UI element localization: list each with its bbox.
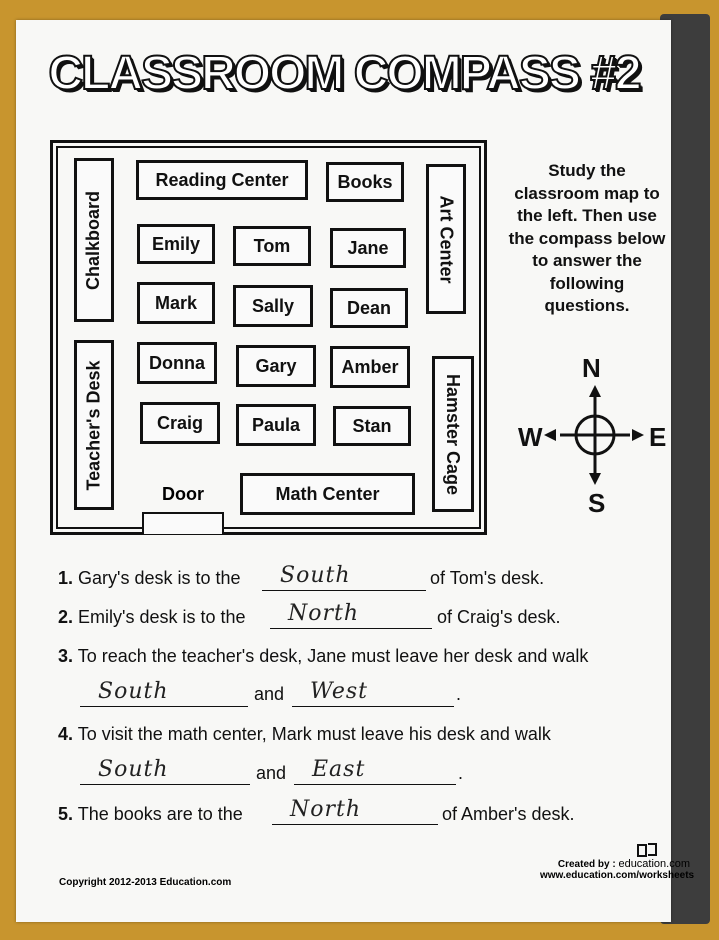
- desk-gary: [236, 345, 316, 387]
- desk-label: Emily: [151, 233, 201, 254]
- desk-craig: [140, 402, 220, 444]
- question-text: The books are to the: [77, 804, 243, 824]
- door: [142, 512, 224, 534]
- desk-paula: [236, 404, 316, 446]
- answer-blank-4a[interactable]: [80, 754, 250, 785]
- desk-label: Jane: [347, 237, 389, 258]
- desk-label: Paula: [251, 414, 301, 435]
- question-1: [58, 568, 241, 589]
- desk-mark: [137, 282, 215, 324]
- created-by-label: Created by :: [557, 859, 616, 870]
- door-label: Door: [162, 484, 204, 504]
- compass-north-label: N: [582, 353, 601, 383]
- desk-tom: [233, 226, 311, 266]
- education-logo-icon: [636, 842, 658, 858]
- compass-west-label: W: [518, 422, 543, 452]
- answer-blank-3b[interactable]: [292, 676, 454, 707]
- art-center-label: Art Center: [436, 194, 457, 284]
- reading-center-box: [136, 160, 308, 200]
- brand-name: education.com: [618, 858, 690, 870]
- desk-emily: [137, 224, 215, 264]
- answer-blank-3a[interactable]: [80, 676, 248, 707]
- question-2: [58, 607, 246, 628]
- desk-label: Donna: [149, 352, 205, 373]
- teachers-desk-label: Teacher's Desk: [83, 359, 104, 491]
- handwritten-answer: West: [310, 679, 368, 704]
- compass-east-label: E: [649, 422, 667, 452]
- hamster-cage-label: Hamster Cage: [443, 373, 464, 495]
- question-text: To reach the teacher's desk, Jane must leave her desk and walk: [77, 646, 589, 666]
- question-text: Emily's desk is to the: [78, 607, 246, 627]
- handwritten-answer: South: [98, 757, 169, 782]
- question-number: 2.: [58, 607, 74, 627]
- desk-label: Sally: [251, 295, 295, 316]
- chalkboard-box: [74, 158, 114, 322]
- question-4-and: and: [256, 763, 287, 783]
- compass-south-label: S: [588, 488, 606, 518]
- handwritten-answer: South: [98, 679, 169, 704]
- question-1-tail: of Tom's desk.: [430, 568, 545, 588]
- desk-label: Gary: [255, 355, 297, 376]
- copyright-text: Copyright 2012-2013 Education.com: [59, 877, 232, 888]
- reading-center-label: Reading Center: [155, 169, 289, 190]
- desk-donna: [137, 342, 217, 384]
- question-3: [58, 646, 588, 667]
- books-box: [326, 162, 404, 202]
- question-number: 1.: [58, 568, 74, 588]
- question-5-tail: of Amber's desk.: [442, 804, 575, 824]
- handwritten-answer: North: [288, 601, 360, 626]
- desk-sally: [233, 285, 313, 327]
- question-2-tail: of Craig's desk.: [437, 607, 561, 627]
- teachers-desk-box: [74, 340, 114, 510]
- math-center-label: Math Center: [275, 483, 380, 504]
- question-3-end: .: [456, 684, 462, 704]
- classroom-inner-wall: [56, 146, 481, 529]
- worksheet-url: www.education.com/worksheets: [540, 870, 695, 881]
- question-4: [58, 724, 551, 745]
- question-text: To visit the math center, Mark must leave his desk and walk: [77, 724, 551, 744]
- handwritten-answer: South: [280, 563, 351, 588]
- chalkboard-label: Chalkboard: [83, 190, 104, 290]
- instructions-text: Study the classroom map to the left. Then use the compass below to answer the following questions.: [508, 161, 666, 315]
- desk-label: Mark: [154, 292, 198, 313]
- books-label: Books: [337, 171, 393, 192]
- handwritten-answer: East: [312, 757, 366, 782]
- answer-blank-4b[interactable]: [294, 754, 456, 785]
- desk-amber: [330, 346, 410, 388]
- desk-label: Dean: [346, 297, 391, 318]
- question-number: 3.: [58, 646, 74, 666]
- compass-rose-icon: [560, 385, 630, 485]
- math-center-box: [240, 473, 415, 515]
- desk-label: Stan: [352, 415, 392, 436]
- answer-blank-1[interactable]: [262, 560, 426, 591]
- answer-blank-2[interactable]: [270, 598, 432, 629]
- art-center-box: [426, 164, 466, 314]
- desk-stan: [333, 406, 411, 446]
- desk-label: Craig: [156, 412, 203, 433]
- question-5: [58, 804, 243, 825]
- question-number: 4.: [58, 724, 74, 744]
- question-number: 5.: [58, 804, 74, 824]
- desk-label: Amber: [341, 356, 399, 377]
- answer-blank-5[interactable]: [272, 794, 438, 825]
- arrow-east-icon: [628, 425, 648, 445]
- credits: [540, 858, 695, 881]
- desk-label: Tom: [253, 235, 291, 256]
- arrow-west-icon: [540, 425, 560, 445]
- question-text: Gary's desk is to the: [78, 568, 241, 588]
- question-4-end: .: [458, 763, 464, 783]
- handwritten-answer: North: [290, 797, 362, 822]
- question-3-and: and: [254, 684, 285, 704]
- desk-dean: [330, 288, 408, 328]
- hamster-cage-box: [432, 356, 474, 512]
- worksheet-title: CLASSROOM COMPASS #2: [48, 47, 640, 100]
- desk-jane: [330, 228, 406, 268]
